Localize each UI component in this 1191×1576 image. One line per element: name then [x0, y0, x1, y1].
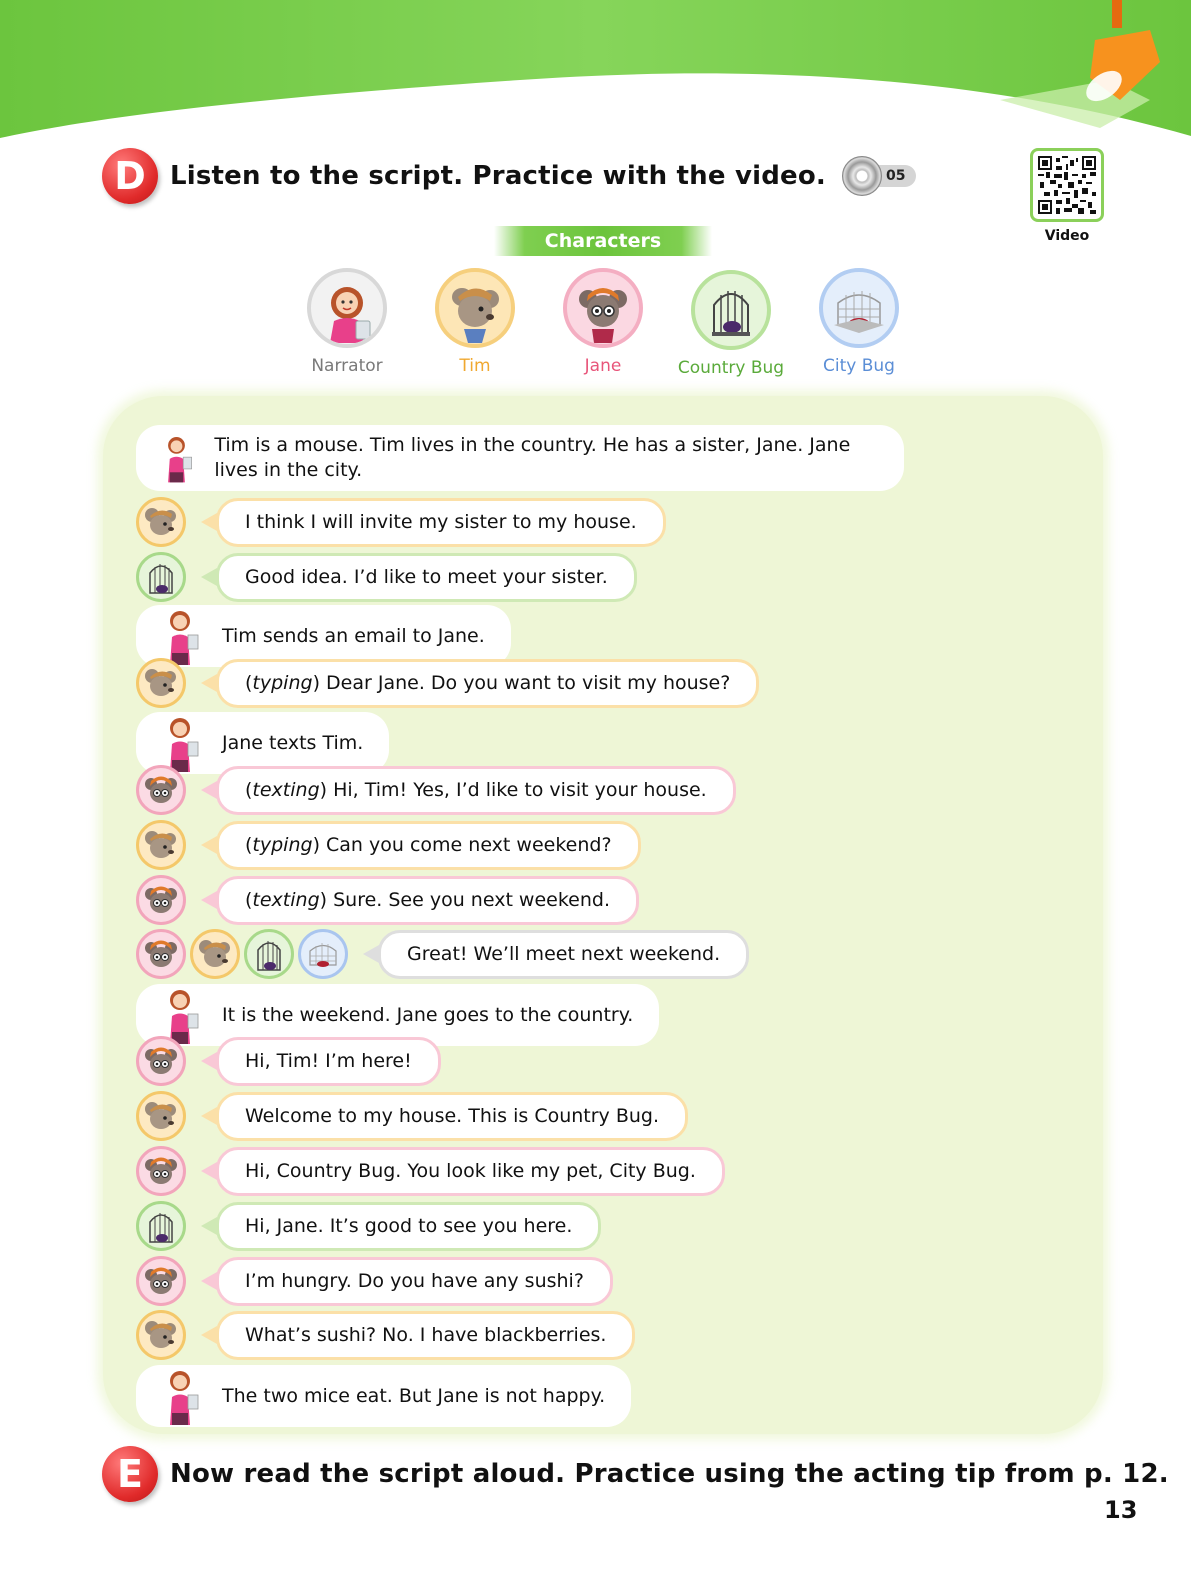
- character-name: Narrator: [311, 356, 383, 376]
- script-line-country-bug: [136, 1201, 601, 1251]
- jane-avatar: [136, 875, 186, 925]
- script-line-jane: [136, 765, 736, 815]
- character-narrator: [282, 268, 412, 376]
- line-text: I think I will invite my sister to my house.: [245, 510, 637, 533]
- narrator-icon: [158, 607, 206, 665]
- line-text: (texting) Hi, Tim! Yes, I’d like to visit your house.: [245, 778, 707, 801]
- jane-avatar: [136, 1036, 186, 1086]
- page-number: 13: [1104, 1496, 1138, 1524]
- narrator-portrait: [307, 268, 387, 348]
- section-d-title: Listen to the script. Practice with the video.: [170, 161, 827, 191]
- line-text: It is the weekend. Jane goes to the country.: [222, 1003, 634, 1026]
- speech-bubble: [216, 659, 759, 708]
- jane-avatar: [136, 1256, 186, 1306]
- line-text: Jane texts Tim.: [222, 731, 364, 754]
- narrator-icon: [158, 429, 198, 487]
- script-line-narrator: [136, 425, 904, 491]
- audio-track-number: 05: [868, 165, 915, 187]
- line-text: (typing) Dear Jane. Do you want to visit my house?: [245, 671, 731, 694]
- script-line-tim: [136, 1091, 688, 1141]
- character-name: City Bug: [823, 356, 895, 376]
- speech-bubble: [216, 498, 666, 547]
- line-text: The two mice eat. But Jane is not happy.: [222, 1384, 606, 1407]
- narrator-icon: [158, 1367, 206, 1425]
- section-e-title: Now read the script aloud. Practice using the acting tip from p. 12.: [170, 1459, 1169, 1489]
- tim-avatar: [136, 497, 186, 547]
- line-text: Good idea. I’d like to meet your sister.: [245, 565, 608, 588]
- jane-avatar: [136, 1146, 186, 1196]
- section-e-badge: E: [102, 1446, 158, 1502]
- line-text: (texting) Sure. See you next weekend.: [245, 888, 611, 911]
- speech-bubble: [216, 553, 637, 602]
- line-text: Welcome to my house. This is Country Bug.: [245, 1104, 660, 1127]
- character-country-bug: [666, 270, 796, 378]
- city-bug-portrait: [819, 268, 899, 348]
- line-text: I’m hungry. Do you have any sushi?: [245, 1269, 584, 1292]
- script-line-narrator: [136, 1365, 631, 1427]
- script-line-tim: [136, 820, 641, 870]
- section-d-heading: [102, 148, 916, 204]
- cd-icon: [842, 156, 882, 196]
- script-line-tim: [136, 658, 759, 708]
- stage-direction: typing: [252, 671, 313, 694]
- character-name: Jane: [584, 356, 622, 376]
- speech-bubble: [216, 1311, 635, 1360]
- tim-avatar: [136, 1310, 186, 1360]
- line-speech: Hi, Tim! Yes, I’d like to visit your house.: [327, 778, 707, 801]
- jane-portrait: [563, 268, 643, 348]
- tim-avatar: [190, 929, 240, 979]
- script-line-jane: [136, 1036, 441, 1086]
- qr-code-icon: [1030, 148, 1104, 222]
- line-text: (typing) Can you come next weekend?: [245, 833, 612, 856]
- line-speech: Sure. See you next weekend.: [327, 888, 611, 911]
- narrator-box: [136, 1365, 631, 1427]
- script-line-jane: [136, 875, 639, 925]
- speech-bubble: [378, 930, 749, 979]
- line-text: Hi, Country Bug. You look like my pet, City Bug.: [245, 1159, 696, 1182]
- speech-bubble: [216, 1092, 688, 1141]
- script-line-country-bug: [136, 552, 637, 602]
- tim-portrait: [435, 268, 515, 348]
- character-name: Tim: [459, 356, 491, 376]
- line-text: Tim sends an email to Jane.: [222, 624, 485, 647]
- character-tim: [410, 268, 540, 376]
- stage-direction: typing: [252, 833, 313, 856]
- line-text: Great! We’ll meet next weekend.: [407, 942, 721, 965]
- audio-track-button[interactable]: [842, 156, 915, 196]
- city-bug-avatar: [298, 929, 348, 979]
- line-text: What’s sushi? No. I have blackberries.: [245, 1323, 607, 1346]
- speech-bubble: [216, 766, 736, 815]
- line-text: Hi, Tim! I’m here!: [245, 1049, 412, 1072]
- script-line-tim: [136, 1310, 635, 1360]
- speech-bubble: [216, 1147, 725, 1196]
- country-bug-avatar: [136, 1201, 186, 1251]
- speech-bubble: [216, 1257, 613, 1306]
- character-name: Country Bug: [677, 358, 785, 378]
- video-qr-code[interactable]: [1030, 148, 1104, 244]
- stage-direction: texting: [252, 888, 320, 911]
- line-speech: Can you come next weekend?: [319, 833, 612, 856]
- narrator-icon: [158, 714, 206, 772]
- narrator-box: [136, 425, 904, 491]
- jane-avatar: [136, 765, 186, 815]
- script-line-tim: [136, 497, 666, 547]
- header-banner: [0, 0, 1191, 150]
- character-city-bug: [794, 268, 924, 376]
- characters-banner: Characters: [494, 226, 712, 256]
- tim-avatar: [136, 658, 186, 708]
- script-line-jane: [136, 1146, 725, 1196]
- script-line-all: [136, 929, 749, 979]
- country-bug-avatar: [136, 552, 186, 602]
- speech-bubble: [216, 1202, 601, 1251]
- tim-avatar: [136, 820, 186, 870]
- jane-avatar: [136, 929, 186, 979]
- stage-direction: texting: [252, 778, 320, 801]
- character-jane: [538, 268, 668, 376]
- section-e-heading: [102, 1446, 1169, 1502]
- speech-bubble: [216, 876, 639, 925]
- section-d-badge: D: [102, 148, 158, 204]
- video-label: Video: [1044, 228, 1090, 244]
- line-text: Tim is a mouse. Tim lives in the country. He has a sister, Jane. Jane lives in the city.: [214, 434, 851, 481]
- speech-bubble: [216, 821, 641, 870]
- country-bug-avatar: [244, 929, 294, 979]
- country-bug-portrait: [691, 270, 771, 350]
- speech-bubble: [216, 1037, 441, 1086]
- script-line-jane: [136, 1256, 613, 1306]
- tim-avatar: [136, 1091, 186, 1141]
- line-text: Hi, Jane. It’s good to see you here.: [245, 1214, 573, 1237]
- line-speech: Dear Jane. Do you want to visit my house?: [319, 671, 731, 694]
